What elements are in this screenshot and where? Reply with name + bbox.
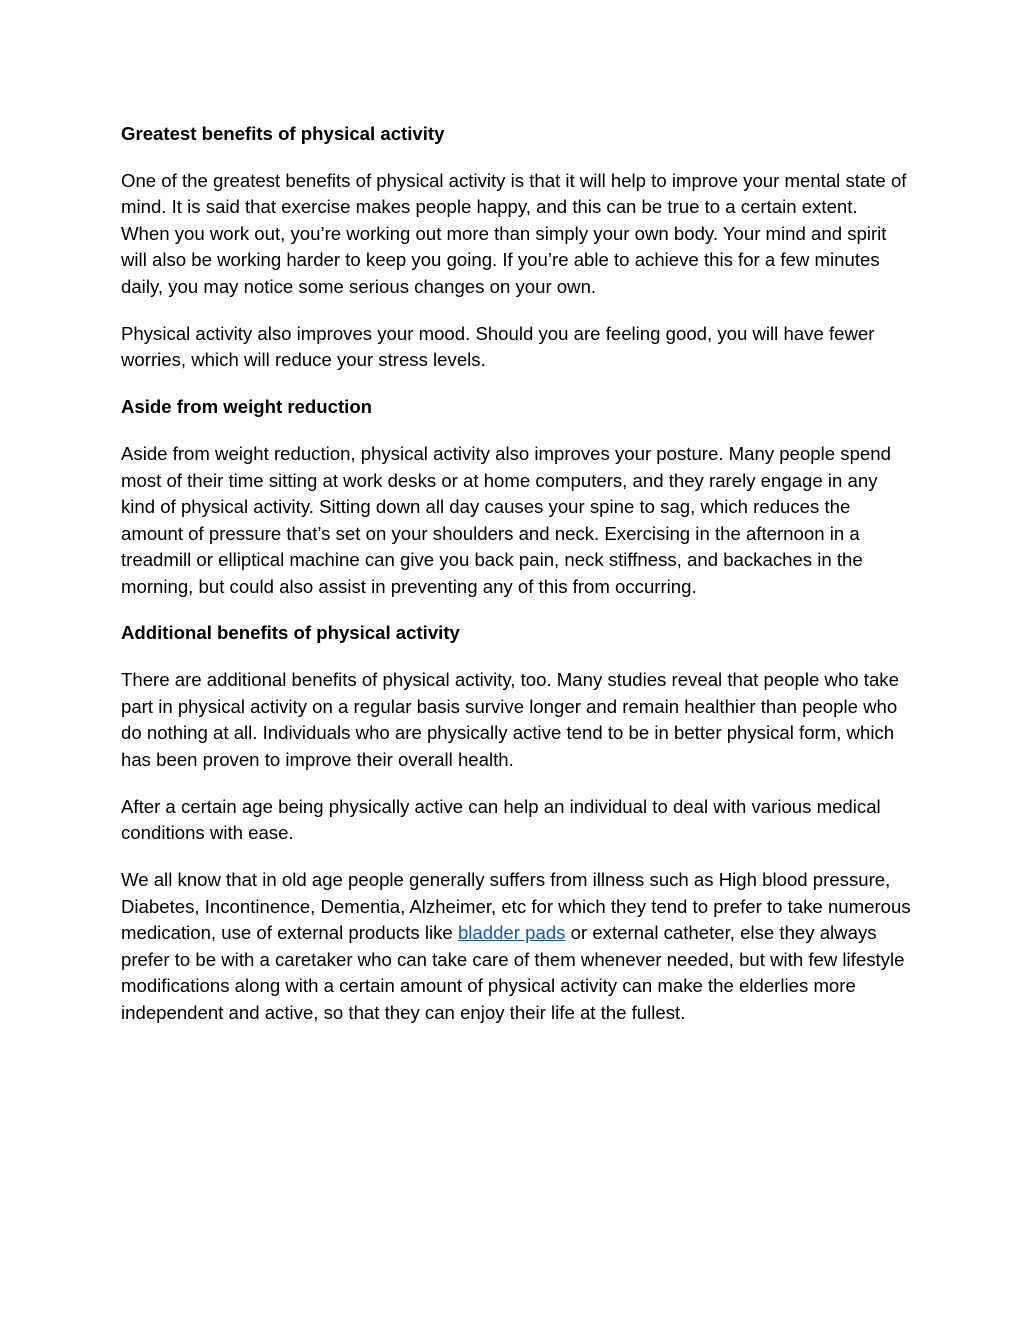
section-heading-greatest-benefits: Greatest benefits of physical activity bbox=[121, 123, 445, 144]
section-heading-additional-benefits: Additional benefits of physical activity bbox=[121, 622, 460, 644]
paragraph-mood: Physical activity also improves your mood. Should you are feeling good, you will have fewer worries, which will reduce your stress levels. bbox=[121, 322, 875, 371]
paragraph-old-age-text-start: We all know that in old age people generally suffers from illness such as High blood pressure, Diabetes, Incontinence, Dementia, Alzheimer, etc for which they tend to prefer to take numerous medication, use of external products like bbox=[121, 869, 911, 944]
bladder-pads-link[interactable]: bladder pads bbox=[457, 922, 566, 944]
document-page bbox=[121, 121, 911, 1047]
section-heading-weight-reduction: Aside from weight reduction bbox=[121, 396, 373, 418]
paragraph-old-age-text-end: or external catheter, else they always prefer to be with a caretaker who can take care of them whenever needed, but with few lifestyle modifications along with a certain amount of physical activity can make the elderlies more independent and active, so that they can enjoy their life at the fullest. bbox=[121, 922, 905, 1023]
paragraph-old-age bbox=[121, 867, 911, 1026]
paragraph-longevity: There are additional benefits of physical activity, too. Many studies reveal that people who take part in physical activity on a regular basis survive longer and remain healthier than people who do nothing at all. Individuals who are physically active tend to be in better physical form, which has been proven to improve their overall health. bbox=[121, 669, 899, 770]
paragraph-medical-conditions: After a certain age being physically active can help an individual to deal with various medical conditions with ease. bbox=[121, 795, 881, 844]
paragraph-mental-state: One of the greatest benefits of physical activity is that it will help to improve your mental state of mind. It is said that exercise makes people happy, and this can be true to a certain extent. When you work out, you’re working out more than simply your own body. Your mind and spirit will also be working harder to keep you going. If you’re able to achieve this for a few minutes daily, you may notice some serious changes on your own. bbox=[121, 169, 907, 297]
paragraph-posture: Aside from weight reduction, physical activity also improves your posture. Many people spend most of their time sitting at work desks or at home computers, and they rarely engage in any kind of physical activity. Sitting down all day causes your spine to sag, which reduces the amount of pressure that’s set on your shoulders and neck. Exercising in the afternoon in a treadmill or elliptical machine can give you back pain, neck stiffness, and backaches in the morning, but could also assist in preventing any of this from occurring. bbox=[121, 443, 891, 597]
